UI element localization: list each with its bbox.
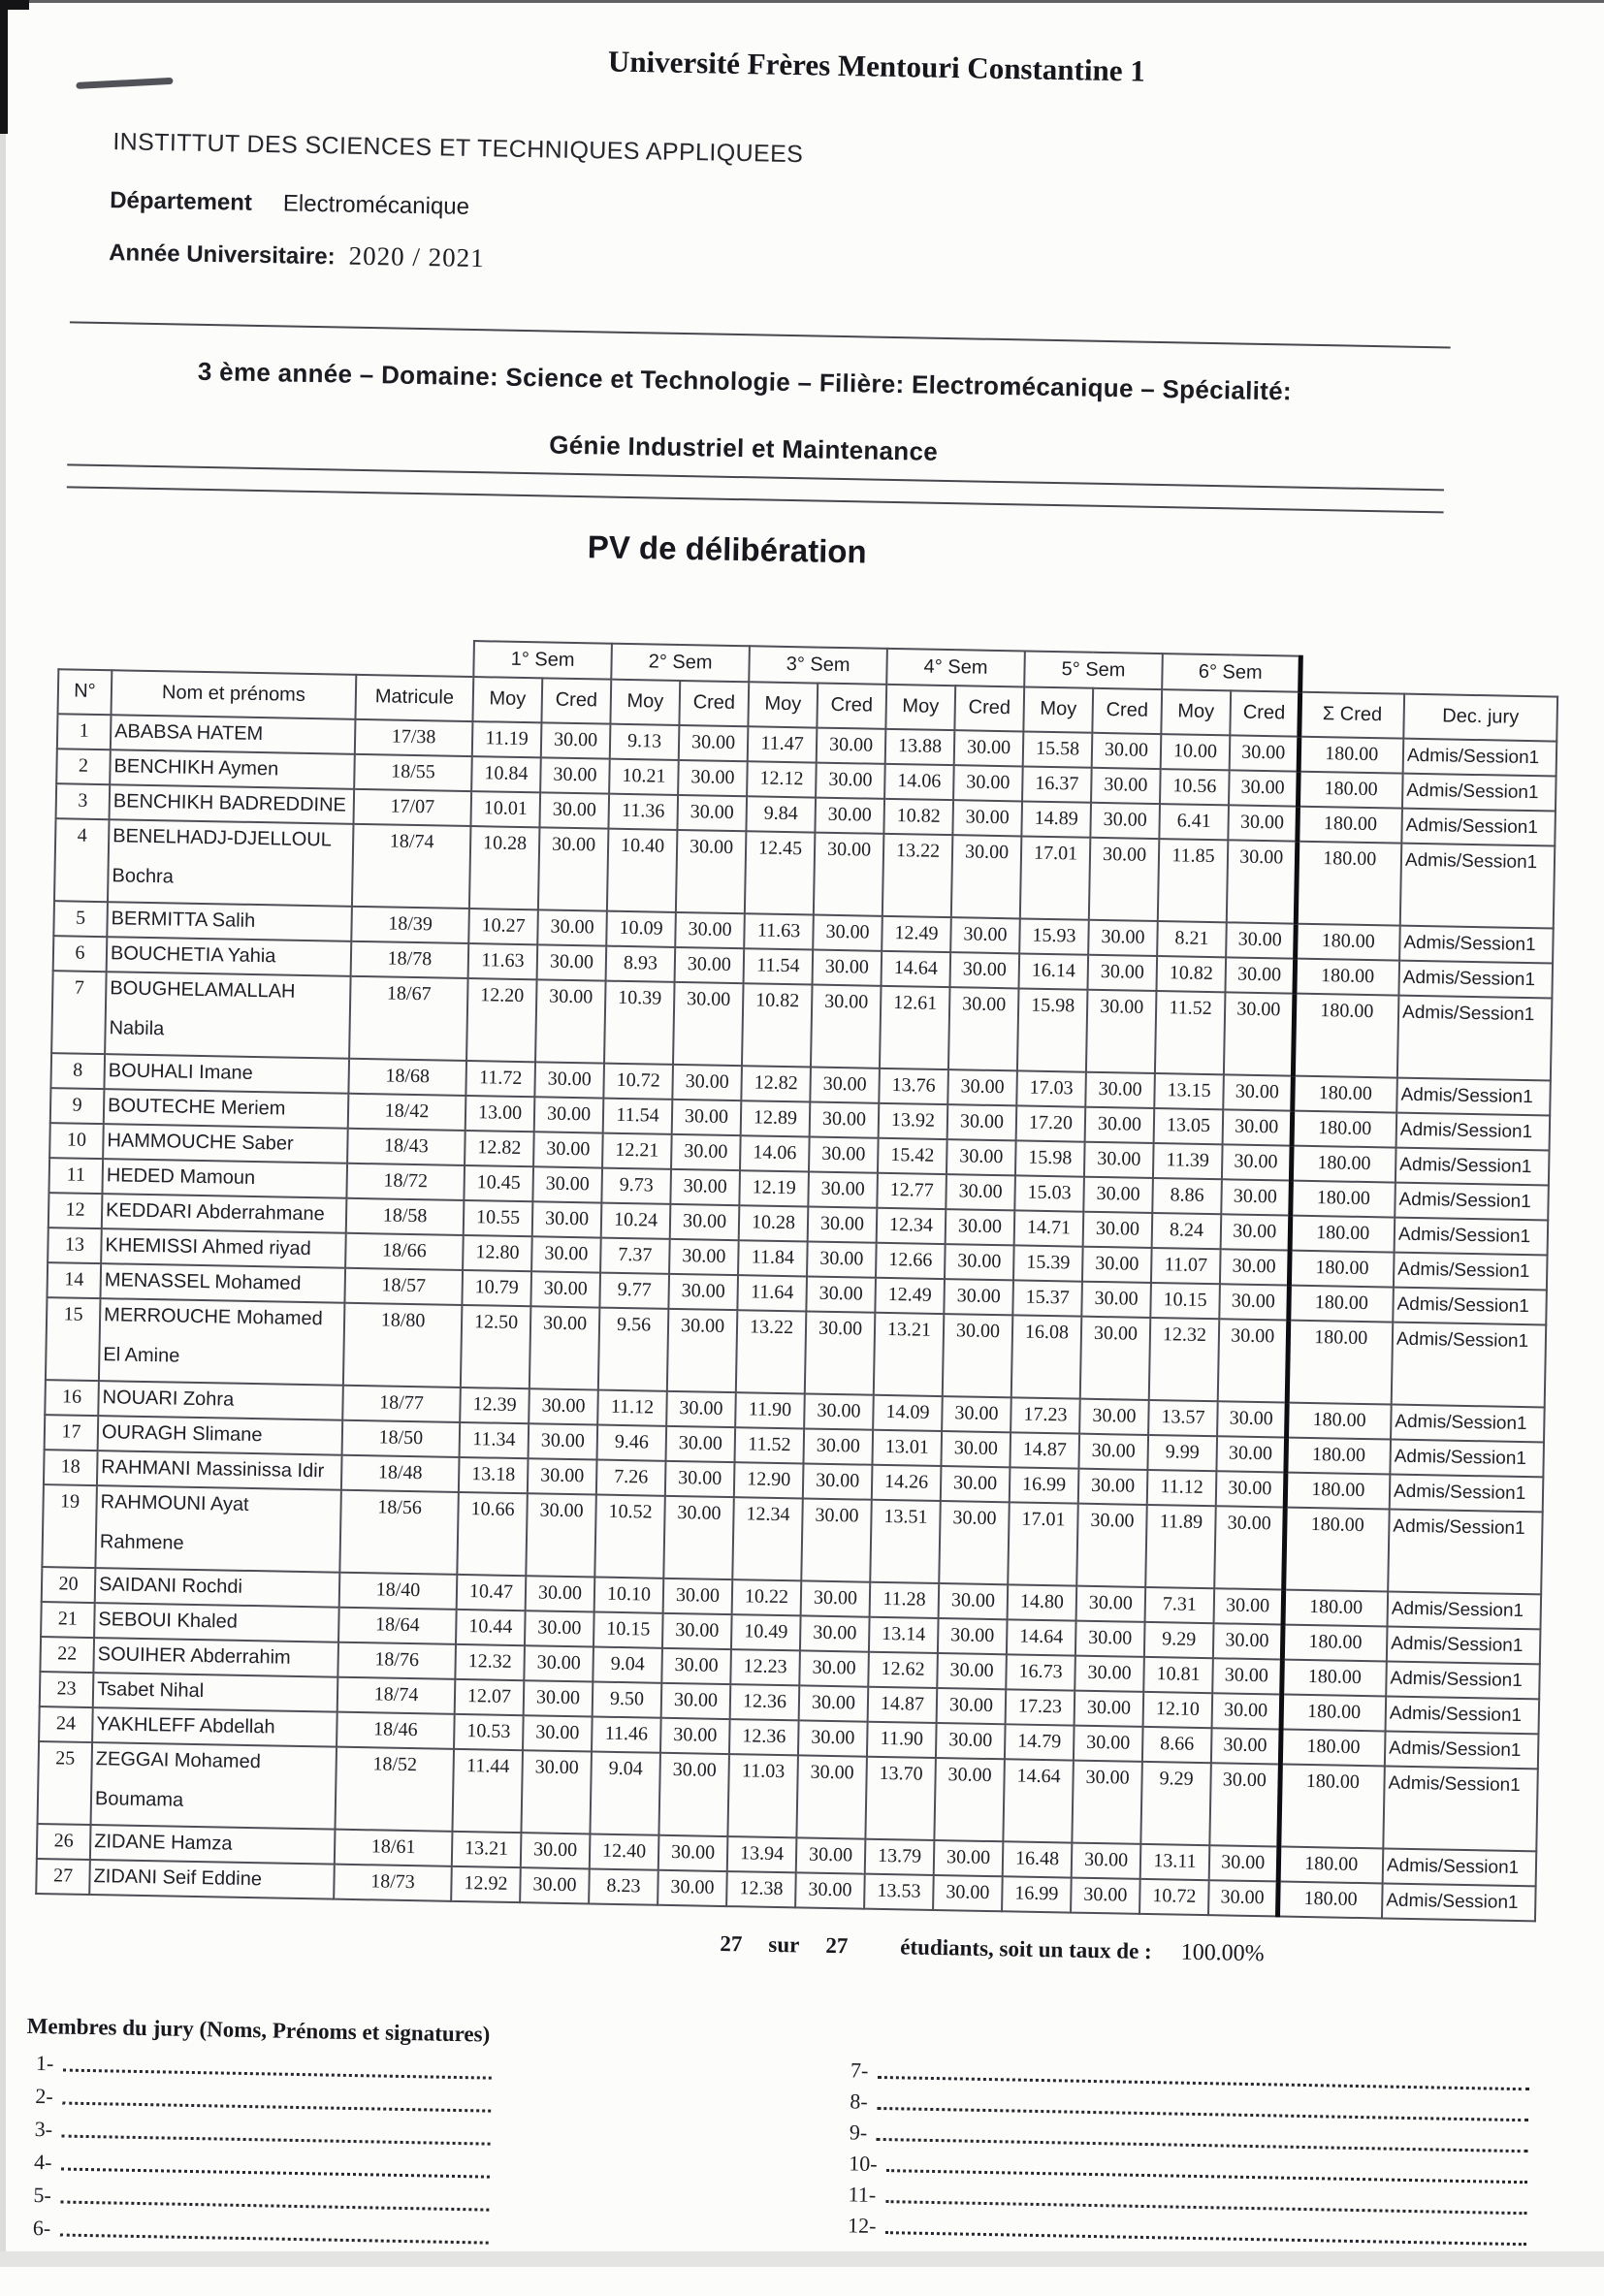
- col-header-moy: Moy: [1161, 689, 1231, 735]
- table-row: 20 SAIDANI Rochdi 18/40 10.47 30.00 10.10 30.00 10.22 30.00 11.28 30.00 14.80 30.00 7.31 30.00 180.00 Admis/Session1: [42, 1567, 1541, 1629]
- col-header-cred: Cred: [954, 686, 1024, 731]
- table-row: 18 RAHMANI Massinissa Idir 18/48 13.18 30.00 7.26 30.00 12.90 30.00 14.26 30.00 16.99 30.00 11.12 30.00 180.00 Admis/Session1: [44, 1450, 1543, 1512]
- student-name: KHEMISSI Ahmed riyad: [101, 1228, 346, 1268]
- jury-number: 10-: [849, 2151, 878, 2176]
- jury-decision: Admis/Session1: [1403, 739, 1557, 777]
- col-header-name: Nom et prénoms: [112, 670, 357, 719]
- jury-items-right: [848, 2052, 1529, 2250]
- col-header-sum-cred: Σ Cred: [1299, 692, 1404, 739]
- student-rows: [36, 714, 1556, 1921]
- summary-sur: sur: [768, 1931, 800, 1958]
- scan-top-edge: [0, 0, 1604, 3]
- student-name: BERMITTA Salih: [107, 902, 352, 941]
- jury-decision: Admis/Session1: [1395, 1148, 1550, 1186]
- jury-members-left: [23, 2014, 493, 2249]
- university-title: Université Frères Mentouri Constantine 1: [607, 44, 1146, 88]
- jury-decision: Admis/Session1: [1385, 1731, 1539, 1769]
- summary-count: 27: [720, 1930, 743, 1957]
- student-name: SEBOUI Khaled: [94, 1603, 339, 1642]
- department-value: Electromécanique: [282, 190, 470, 220]
- semester-header: 6° Sem: [1162, 654, 1300, 692]
- summary-text: étudiants, soit un taux de :: [900, 1934, 1152, 1964]
- table-row: 24 YAKHLEFF Abdellah 18/46 10.53 30.00 11.46 30.00 12.36 30.00 11.90 30.00 14.79 30.00 8.66 30.00 180.00 Admis/Session1: [39, 1706, 1538, 1769]
- page-title: PV de délibération: [587, 528, 868, 570]
- jury-number: 11-: [848, 2182, 877, 2207]
- col-header-n: N°: [58, 669, 112, 715]
- table-row: 27 ZIDANI Seif Eddine 18/73 12.92 30.00 8.23 30.00 12.38 30.00 13.53 30.00 16.99 30.00 10.72 30.00 180.00 Admis/Session1: [36, 1859, 1535, 1921]
- jury-decision: Admis/Session1: [1399, 926, 1554, 964]
- student-name: HEDED Mamoun: [102, 1159, 347, 1198]
- col-header-moy: Moy: [610, 680, 680, 725]
- student-name: YAKHLEFF Abdellah: [92, 1707, 337, 1747]
- table-row: 26 ZIDANE Hamza 18/61 13.21 30.00 12.40 30.00 13.94 30.00 13.79 30.00 16.48 30.00 13.11 30.00 180.00 Admis/Session1: [37, 1824, 1536, 1886]
- student-name: BOUHALI Imane: [104, 1054, 349, 1094]
- table-row: 15 MERROUCHE Mohamed El Amine 18/80 12.50 30.00 9.56 30.00 13.22 30.00 13.21 30.00 16.08 30.00 12.32 30.00 180.00 Admis/Session1: [46, 1297, 1546, 1407]
- jury-decision: Admis/Session1: [1390, 1440, 1544, 1478]
- student-name: Tsabet Nihal: [93, 1673, 338, 1712]
- jury-decision: Admis/Session1: [1390, 1475, 1544, 1513]
- table-row: 9 BOUTECHE Meriem 18/42 13.00 30.00 11.54 30.00 12.89 30.00 13.92 30.00 17.20 30.00 13.05 30.00 180.00 Admis/Session1: [50, 1088, 1550, 1150]
- jury-decision: Admis/Session1: [1388, 1510, 1543, 1595]
- col-header-cred: Cred: [817, 684, 886, 729]
- student-name: MENASSEL Mohamed: [100, 1263, 345, 1303]
- table-row: 25 ZEGGAI Mohamed Boumama 18/52 11.44 30.00 9.04 30.00 11.03 30.00 13.70 30.00 14.64 30.00 9.29 30.00 180.00 Admis/Session1: [38, 1741, 1538, 1851]
- table-row: 7 BOUGHELAMALLAH Nabila 18/67 12.20 30.00 10.39 30.00 10.82 30.00 12.61 30.00 15.98 30.00 11.52 30.00 180.00 Admis/Session1: [51, 971, 1552, 1080]
- table-row: 11 HEDED Mamoun 18/72 10.45 30.00 9.73 30.00 12.19 30.00 12.77 30.00 15.03 30.00 8.86 30.00 180.00 Admis/Session1: [48, 1158, 1548, 1220]
- table-row: 1 ABABSA HATEM 17/38 11.19 30.00 9.13 30.00 11.47 30.00 13.88 30.00 15.58 30.00 10.00 30.00 180.00 Admis/Session1: [57, 714, 1556, 776]
- jury-heading: Membres du jury (Noms, Prénoms et signatures): [26, 2013, 491, 2047]
- grades-table: [35, 632, 1559, 1922]
- student-name: RAHMOUNI Ayat Rahmene: [95, 1485, 341, 1573]
- student-name: HAMMOUCHE Saber: [103, 1124, 348, 1164]
- col-header-matricule: Matricule: [355, 675, 473, 721]
- summary-total: 27: [825, 1932, 849, 1959]
- jury-decision: Admis/Session1: [1386, 1696, 1540, 1734]
- signature-dotted-line: [60, 2234, 489, 2245]
- jury-number: 6-: [32, 2216, 51, 2241]
- semester-header: 5° Sem: [1024, 651, 1163, 689]
- table-row: 4 BENELHADJ-DJELLOUL Bochra 18/74 10.28 30.00 10.40 30.00 12.45 30.00 13.22 30.00 17.01 30.00 11.85 30.00 180.00 Admis/Session1: [54, 818, 1555, 928]
- student-name: KEDDARI Abderrahmane: [102, 1194, 347, 1233]
- jury-decision: Admis/Session1: [1392, 1323, 1547, 1408]
- student-name: BOUCHETIA Yahia: [107, 937, 352, 976]
- student-name: SAIDANI Rochdi: [95, 1568, 340, 1608]
- student-name: BENELHADJ-DJELLOUL Bochra: [108, 819, 354, 907]
- jury-number: 7-: [850, 2057, 869, 2083]
- pen-mark: [76, 78, 173, 89]
- jury-number: 1-: [35, 2051, 54, 2076]
- table-row: 14 MENASSEL Mohamed 18/57 10.79 30.00 9.77 30.00 11.64 30.00 12.49 30.00 15.37 30.00 10.15 30.00 180.00 Admis/Session1: [47, 1262, 1546, 1324]
- academic-year-label: Année Universitaire:: [108, 239, 336, 271]
- table-row: 6 BOUCHETIA Yahia 18/78 11.63 30.00 8.93 30.00 11.54 30.00 14.64 30.00 16.14 30.00 10.82 30.00 180.00 Admis/Session1: [53, 936, 1553, 998]
- table-row: 22 SOUIHER Abderrahim 18/76 12.32 30.00 9.04 30.00 12.23 30.00 12.62 30.00 16.73 30.00 10.81 30.00 180.00 Admis/Session1: [40, 1637, 1539, 1699]
- jury-number: 5-: [33, 2183, 52, 2208]
- table-row: 12 KEDDARI Abderrahmane 18/58 10.55 30.00 10.24 30.00 10.28 30.00 12.34 30.00 14.71 30.00 8.24 30.00 180.00 Admis/Session1: [48, 1193, 1548, 1255]
- jury-decision: Admis/Session1: [1383, 1848, 1537, 1886]
- department-label: Département: [109, 187, 253, 216]
- jury-decision: Admis/Session1: [1398, 961, 1553, 999]
- table-row: 16 NOUARI Zohra 18/77 12.39 30.00 11.12 30.00 11.90 30.00 14.09 30.00 17.23 30.00 13.57 30.00 180.00 Admis/Session1: [45, 1380, 1544, 1442]
- jury-decision: Admis/Session1: [1391, 1405, 1545, 1443]
- jury-decision: Admis/Session1: [1396, 1113, 1551, 1151]
- semester-header: 2° Sem: [611, 644, 750, 683]
- student-name: OURAGH Slimane: [98, 1416, 343, 1455]
- student-name: ZIDANI Seif Eddine: [89, 1860, 335, 1899]
- jury-decision: Admis/Session1: [1393, 1288, 1547, 1325]
- jury-number: 8-: [850, 2089, 868, 2114]
- jury-decision: Admis/Session1: [1386, 1661, 1540, 1699]
- divider-rule-mid-2: [67, 486, 1444, 513]
- table-row: 10 HAMMOUCHE Saber 18/43 12.82 30.00 12.21 30.00 14.06 30.00 15.42 30.00 15.98 30.00 11.39 30.00 180.00 Admis/Session1: [49, 1123, 1549, 1185]
- student-name: ZIDANE Hamza: [90, 1825, 336, 1865]
- jury-number: 9-: [849, 2120, 868, 2145]
- jury-decision: Admis/Session1: [1400, 844, 1556, 929]
- semester-header: 4° Sem: [886, 649, 1025, 687]
- institute-line: INSTITTUT DES SCIENCES ET TECHNIQUES APPLIQUEES: [112, 128, 804, 169]
- jury-decision: Admis/Session1: [1396, 1078, 1551, 1116]
- student-name: BENCHIKH Aymen: [110, 749, 355, 789]
- table-row: 19 RAHMOUNI Ayat Rahmene 18/56 10.66 30.00 10.52 30.00 12.34 30.00 13.51 30.00 17.01 30.00 11.89 30.00 180.00 Admis/Session1: [42, 1484, 1542, 1594]
- jury-decision: Admis/Session1: [1397, 996, 1553, 1081]
- jury-decision: Admis/Session1: [1394, 1253, 1548, 1291]
- col-header-moy: Moy: [748, 682, 818, 727]
- table-row: 3 BENCHIKH BADREDDINE 17/07 10.01 30.00 11.36 30.00 9.84 30.00 10.82 30.00 14.89 30.00 6.41 30.00 180.00 Admis/Session1: [56, 783, 1556, 845]
- jury-decision: Admis/Session1: [1382, 1883, 1536, 1921]
- jury-number: 12-: [847, 2213, 877, 2238]
- jury-decision: Admis/Session1: [1395, 1218, 1549, 1256]
- academic-year-value: 2020 / 2021: [348, 240, 485, 273]
- col-header-dec-jury: Dec. jury: [1403, 694, 1557, 742]
- col-header-cred: Cred: [541, 678, 611, 723]
- jury-decision: Admis/Session1: [1388, 1592, 1542, 1630]
- table-row: 5 BERMITTA Salih 18/39 10.27 30.00 10.09 30.00 11.63 30.00 12.49 30.00 15.93 30.00 8.21 30.00 180.00 Admis/Session1: [53, 901, 1553, 963]
- col-header-cred: Cred: [1230, 690, 1299, 736]
- semester-header: 1° Sem: [473, 641, 612, 680]
- jury-number: 4-: [33, 2150, 52, 2175]
- jury-signature-line: [33, 2208, 490, 2249]
- jury-items-left: [23, 2043, 493, 2249]
- summary-rate: 100.00%: [1180, 1939, 1265, 1967]
- col-header-moy: Moy: [472, 677, 542, 722]
- student-name: ZEGGAI Mohamed Boumama: [91, 1742, 337, 1830]
- semester-header: 3° Sem: [749, 646, 887, 685]
- table-row: 17 OURAGH Slimane 18/50 11.34 30.00 9.46 30.00 11.52 30.00 13.01 30.00 14.87 30.00 9.99 30.00 180.00 Admis/Session1: [45, 1415, 1544, 1477]
- summary-line: [720, 1931, 1265, 1967]
- col-header-cred: Cred: [1092, 688, 1162, 734]
- col-header-moy: Moy: [885, 685, 955, 730]
- table-row: 13 KHEMISSI Ahmed riyad 18/66 12.80 30.00 7.37 30.00 11.84 30.00 12.66 30.00 15.39 30.00 11.07 30.00 180.00 Admis/Session1: [48, 1228, 1547, 1290]
- student-name: BENCHIKH BADREDDINE: [110, 784, 355, 824]
- student-name: ABABSA HATEM: [111, 715, 356, 754]
- table-row: 23 Tsabet Nihal 18/74 12.07 30.00 9.50 30.00 12.36 30.00 14.87 30.00 17.23 30.00 12.10 30.00 180.00 Admis/Session1: [40, 1672, 1539, 1734]
- jury-number: 2-: [35, 2084, 53, 2109]
- table-row: 2 BENCHIKH Aymen 18/55 10.84 30.00 10.21 30.00 12.12 30.00 14.06 30.00 16.37 30.00 10.56 30.00 180.00 Admis/Session1: [56, 749, 1556, 811]
- col-header-cred: Cred: [679, 681, 749, 726]
- department-line: [110, 187, 469, 221]
- program-line-2: Génie Industriel et Maintenance: [548, 430, 939, 466]
- col-header-moy: Moy: [1023, 686, 1093, 732]
- student-name: BOUTECHE Meriem: [104, 1089, 349, 1129]
- student-name: NOUARI Zohra: [98, 1381, 343, 1420]
- signature-dotted-line: [885, 2231, 1526, 2246]
- jury-decision: Admis/Session1: [1387, 1626, 1541, 1664]
- jury-decision: Admis/Session1: [1383, 1766, 1538, 1851]
- table-row: 8 BOUHALI Imane 18/68 11.72 30.00 10.72 30.00 12.82 30.00 13.76 30.00 17.03 30.00 13.15 30.00 180.00 Admis/Session1: [50, 1053, 1550, 1115]
- program-line-1: 3 ème année – Domaine: Science et Technologie – Filière: Electromécanique – Spécialité:: [197, 356, 1293, 406]
- student-name: BOUGHELAMALLAH Nabila: [105, 972, 351, 1059]
- student-name: RAHMANI Massinissa Idir: [97, 1451, 342, 1490]
- jury-decision: Admis/Session1: [1402, 774, 1556, 812]
- jury-number: 3-: [34, 2117, 53, 2142]
- jury-decision: Admis/Session1: [1395, 1183, 1549, 1221]
- table-row: 21 SEBOUI Khaled 18/64 10.44 30.00 10.15 30.00 10.49 30.00 13.14 30.00 14.64 30.00 9.29 30.00 180.00 Admis/Session1: [41, 1602, 1540, 1664]
- academic-year-line: [109, 237, 485, 273]
- jury-decision: Admis/Session1: [1401, 809, 1556, 846]
- student-name: MERROUCHE Mohamed El Amine: [99, 1298, 345, 1386]
- divider-rule-top: [70, 321, 1451, 348]
- student-name: SOUIHER Abderrahim: [93, 1638, 338, 1677]
